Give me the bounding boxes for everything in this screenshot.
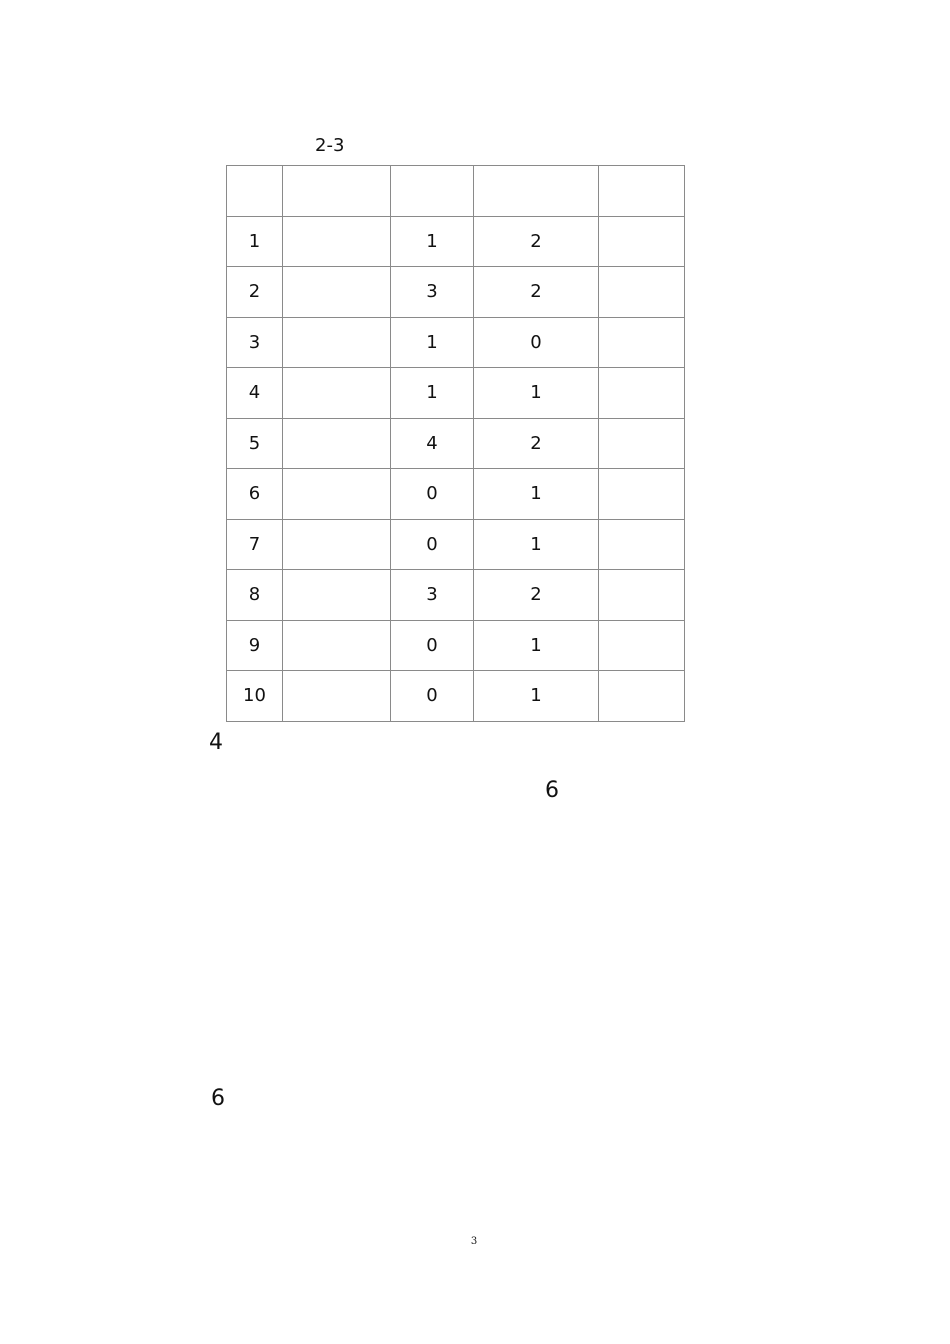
table-row bbox=[227, 671, 685, 722]
table-cell bbox=[227, 166, 283, 217]
table-cell bbox=[599, 166, 685, 217]
table-cell: 3 bbox=[227, 317, 283, 368]
table-cell: 0 bbox=[391, 620, 474, 671]
table-row bbox=[227, 519, 685, 570]
text-fragment-4: 4 bbox=[209, 730, 223, 755]
table-cell: 2 bbox=[474, 216, 599, 267]
table-cell: 1 bbox=[474, 368, 599, 419]
table-cell bbox=[599, 267, 685, 318]
table-cell bbox=[283, 570, 391, 621]
table-row bbox=[227, 267, 685, 318]
table-cell bbox=[599, 620, 685, 671]
table-cell bbox=[599, 671, 685, 722]
table-cell: 2 bbox=[474, 418, 599, 469]
table-cell: 2 bbox=[474, 570, 599, 621]
table-cell: 0 bbox=[391, 469, 474, 520]
table-cell: 10 bbox=[227, 671, 283, 722]
table-row bbox=[227, 216, 685, 267]
table-row bbox=[227, 418, 685, 469]
table-cell: 4 bbox=[391, 418, 474, 469]
table-cell: 1 bbox=[474, 671, 599, 722]
table-cell bbox=[599, 418, 685, 469]
table-cell: 1 bbox=[474, 469, 599, 520]
table-cell: 1 bbox=[474, 620, 599, 671]
table-cell: 3 bbox=[391, 570, 474, 621]
table-cell bbox=[283, 368, 391, 419]
table-cell bbox=[283, 166, 391, 217]
table-cell: 6 bbox=[227, 469, 283, 520]
table-cell: 4 bbox=[227, 368, 283, 419]
table-cell: 0 bbox=[474, 317, 599, 368]
table-cell bbox=[599, 469, 685, 520]
table-cell: 1 bbox=[227, 216, 283, 267]
table-cell bbox=[283, 317, 391, 368]
page-number: 3 bbox=[470, 1236, 478, 1247]
table-cell: 2 bbox=[474, 267, 599, 318]
text-fragment-6-lower: 6 bbox=[211, 1086, 225, 1111]
table-cell bbox=[283, 671, 391, 722]
table-cell: 0 bbox=[391, 519, 474, 570]
table-cell bbox=[283, 418, 391, 469]
table-cell bbox=[391, 166, 474, 217]
table-cell bbox=[283, 519, 391, 570]
table-row bbox=[227, 368, 685, 419]
table-body bbox=[227, 166, 685, 722]
table-cell: 2 bbox=[227, 267, 283, 318]
table-cell bbox=[283, 620, 391, 671]
table-cell: 0 bbox=[391, 671, 474, 722]
table-cell: 1 bbox=[391, 317, 474, 368]
table-cell: 5 bbox=[227, 418, 283, 469]
table-cell bbox=[283, 216, 391, 267]
table-cell bbox=[599, 216, 685, 267]
table-row bbox=[227, 469, 685, 520]
text-fragment-6-upper: 6 bbox=[545, 778, 559, 803]
table-cell bbox=[283, 267, 391, 318]
table-header-row bbox=[227, 166, 685, 217]
table-cell: 1 bbox=[391, 368, 474, 419]
table-caption: 2-3 bbox=[315, 135, 345, 156]
table-row bbox=[227, 570, 685, 621]
table-cell: 1 bbox=[391, 216, 474, 267]
table-row bbox=[227, 317, 685, 368]
table-cell: 8 bbox=[227, 570, 283, 621]
table-cell bbox=[599, 368, 685, 419]
table-cell bbox=[474, 166, 599, 217]
table-cell: 3 bbox=[391, 267, 474, 318]
table-cell bbox=[599, 519, 685, 570]
table-cell bbox=[599, 317, 685, 368]
data-table bbox=[226, 165, 685, 722]
table-cell: 7 bbox=[227, 519, 283, 570]
table-cell bbox=[599, 570, 685, 621]
table-cell bbox=[283, 469, 391, 520]
table-row bbox=[227, 620, 685, 671]
table-cell: 1 bbox=[474, 519, 599, 570]
table-cell: 9 bbox=[227, 620, 283, 671]
